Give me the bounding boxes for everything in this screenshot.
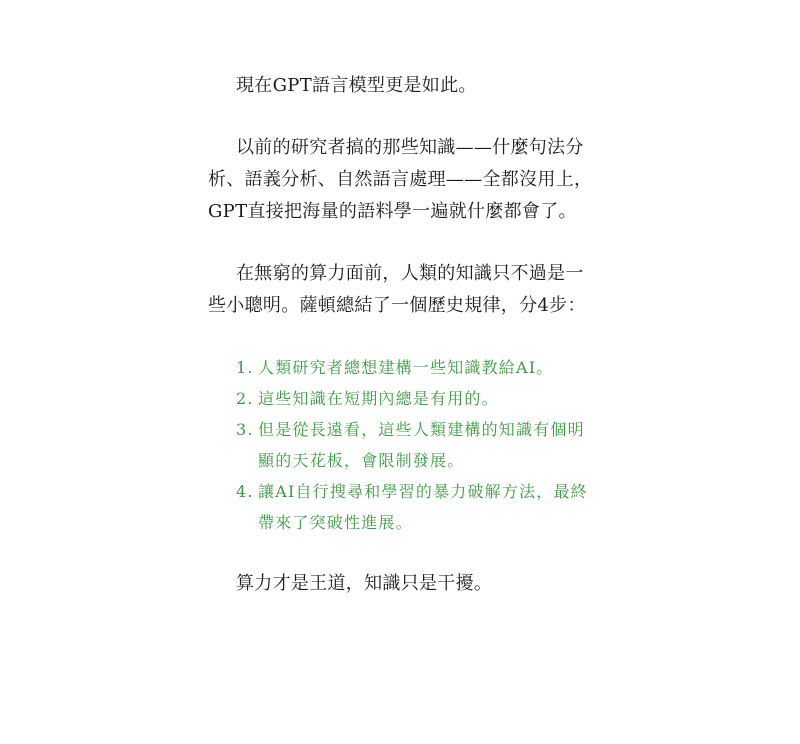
paragraph-gpt-intro: 現在GPT語言模型更是如此。 <box>236 75 477 96</box>
step-text: 這些知識在短期內總是有用的。 <box>258 389 499 408</box>
paragraph-compute-vs-knowledge: 在無窮的算力面前，人類的知識只不過是一些小聰明。薩頓總結了一個歷史規律，分4步： <box>208 263 586 316</box>
paragraph-gap <box>208 322 598 352</box>
paragraph-gap <box>208 538 598 568</box>
step-number: 2. <box>236 389 254 408</box>
list-item <box>236 383 598 414</box>
step-text: 讓AI自行搜尋和學習的暴力破解方法，最終帶來了突破性進展。 <box>258 482 588 532</box>
paragraph-gap <box>208 102 598 132</box>
list-item <box>236 476 598 538</box>
step-number: 4. <box>236 482 254 501</box>
paragraph-conclusion: 算力才是王道，知識只是干擾。 <box>236 573 493 594</box>
step-number: 1. <box>236 358 254 377</box>
list-item <box>236 352 598 383</box>
step-text: 但是從長遠看，這些人類建構的知識有個明顯的天花板，會限制發展。 <box>258 420 585 470</box>
step-number: 3. <box>236 420 254 439</box>
steps-list <box>208 352 598 538</box>
list-item <box>236 414 598 476</box>
step-text: 人類研究者總想建構一些知識教給AI。 <box>258 358 554 377</box>
paragraph-gap <box>208 228 598 258</box>
paragraph-old-research: 以前的研究者搞的那些知識——什麼句法分析、語義分析、自然語言處理——全都沒用上，GPT直接把海量的語料學一遍就什麼都會了。 <box>208 137 593 222</box>
article-body <box>208 70 598 600</box>
